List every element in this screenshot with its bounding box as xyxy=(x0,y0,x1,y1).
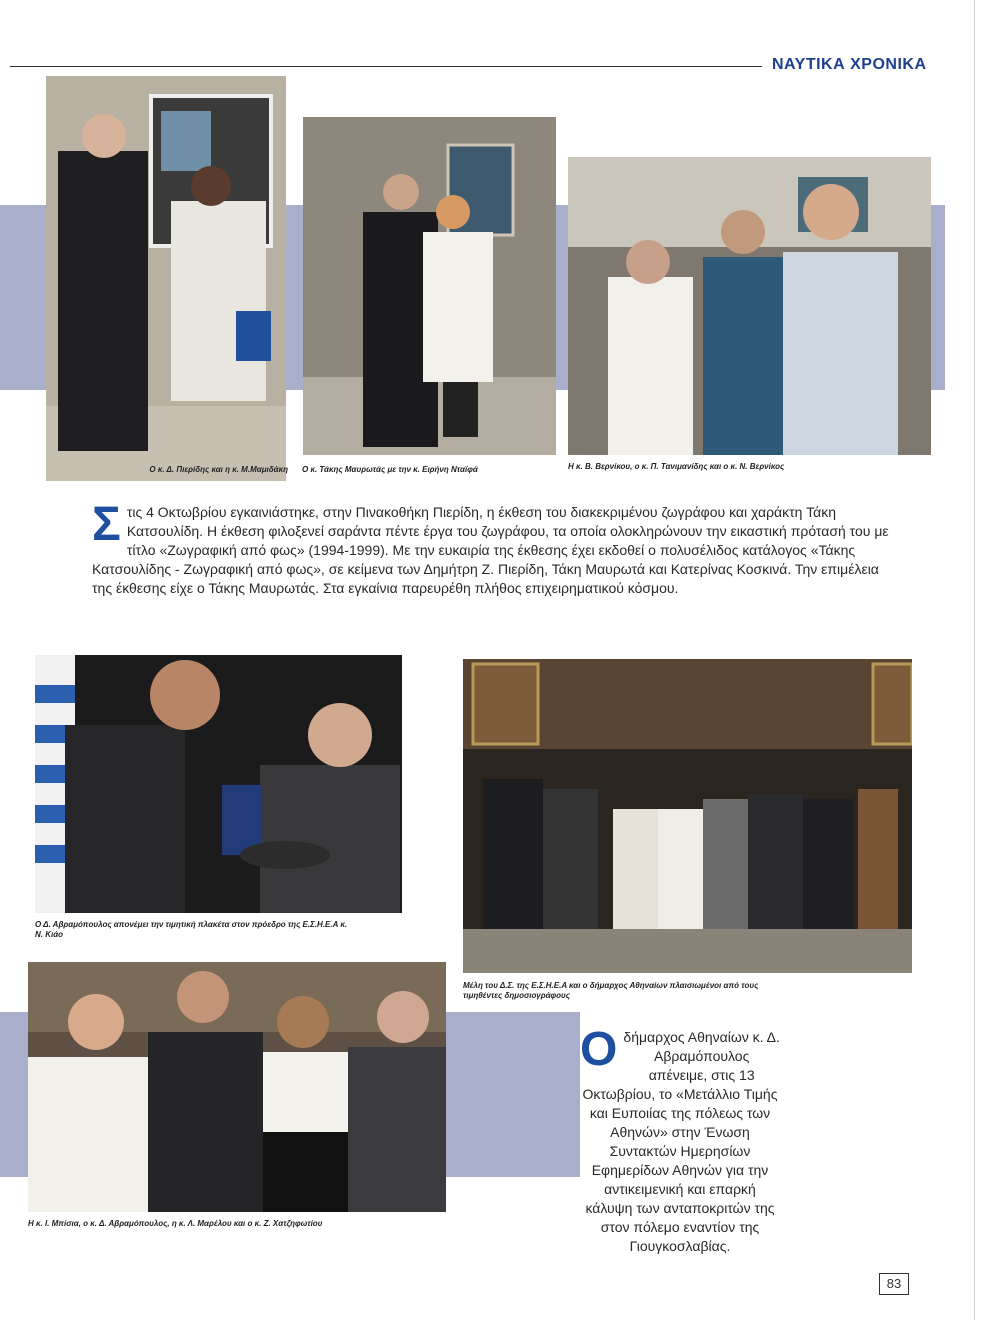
article-body: δήμαρχος Αθηναίων κ. Δ. Αβραμόπουλος απένειμε, στις 13 Οκτωβρίου, το «Μετάλλιο Τιμής και Ευποιίας της πόλεως των Αθηνών» στην Ένωση Συντακτών Ημερησίων Εφημερίδων Αθηνών για την αντικειμενική και επαρκή κάλυψη των ανταποκριτών της στον πόλεμο εναντίον της Γιουγκοσλαβίας. xyxy=(582,1029,780,1254)
section-title: ΝΑΥΤΙΚΑ ΧΡΟΝΙΚΑ xyxy=(772,56,927,73)
page-number: 83 xyxy=(879,1273,909,1295)
photo-caption: Ο Δ. Αβραμόπουλος απονέμει την τιμητική πλακέτα στον πρόεδρο της Ε.Σ.Η.Ε.Α κ. Ν. Κιάο xyxy=(35,920,348,939)
page-edge-line xyxy=(974,0,975,1320)
photo-mavrotas-ntaifa xyxy=(303,117,556,455)
photo-caption: Μέλη του Δ.Σ. της Ε.Σ.Η.Ε.Α και ο δήμαρχος Αθηναίων πλαισιωμένοι από τους τιμηθέντες δημοσιογράφους xyxy=(463,981,759,1000)
photo-medal-presentation xyxy=(35,655,402,913)
photo-vernikou-tanimanidis-vernikos xyxy=(568,157,931,455)
drop-cap: Σ xyxy=(92,498,121,551)
article-body: τις 4 Οκτωβρίου εγκαινιάστηκε, στην Πινακοθήκη Πιερίδη, η έκθεση του διακεκριμένου ζωγράφου και χαράκτη Τάκη Κατσουλίδη. Η έκθεση φιλοξενεί σαράντα πέντε έργα του ζωγράφου, τα οποία ολοκληρώνουν την εικαστική πρότασή του με τίτλο «Ζωγραφική από φως» (1994-1999). Με την ευκαιρία της έκθεσης έχει εκδοθεί ο πολυσέλιδος κατάλογος «Τάκης Κατσουλίδης - Ζωγραφική από φως», σε κείμενα των Δημήτρη Ζ. Πιερίδη, Τάκη Μαυρωτά και Κατερίνας Κοσκινά. Την επιμέλεια της έκθεσης είχε ο Τάκης Μαυρωτάς. Στα εγκαίνια παρευρέθη πλήθος επιχειρηματικού κόσμου. xyxy=(92,504,889,596)
photo-caption: Ο κ. Δ. Πιερίδης και η κ. Μ.Μαμιδάκη xyxy=(149,465,288,474)
drop-cap: Ο xyxy=(580,1023,618,1076)
photo-bisia-avramopoulos-marelou-chatzifotiou xyxy=(28,962,446,1212)
photo-eshea-group xyxy=(463,659,912,973)
photo-pieridis-mamidaki xyxy=(46,76,286,481)
article-medal-award xyxy=(580,1023,780,1256)
header-rule xyxy=(10,66,762,67)
article-pieridis-exhibition xyxy=(92,498,892,598)
photo-caption: Η κ. Β. Βερνίκου, ο κ. Π. Τανιμανίδης και ο κ. Ν. Βερνίκος xyxy=(568,462,785,471)
photo-caption: Η κ. Ι. Μπίσια, ο κ. Δ. Αβραμόπουλος, η κ. Λ. Μαρέλου και ο κ. Ζ. Χατζηφωτίου xyxy=(28,1219,323,1228)
photo-caption: Ο κ. Τάκης Μαυρωτάς με την κ. Ειρήνη Νταϊφά xyxy=(302,465,478,474)
